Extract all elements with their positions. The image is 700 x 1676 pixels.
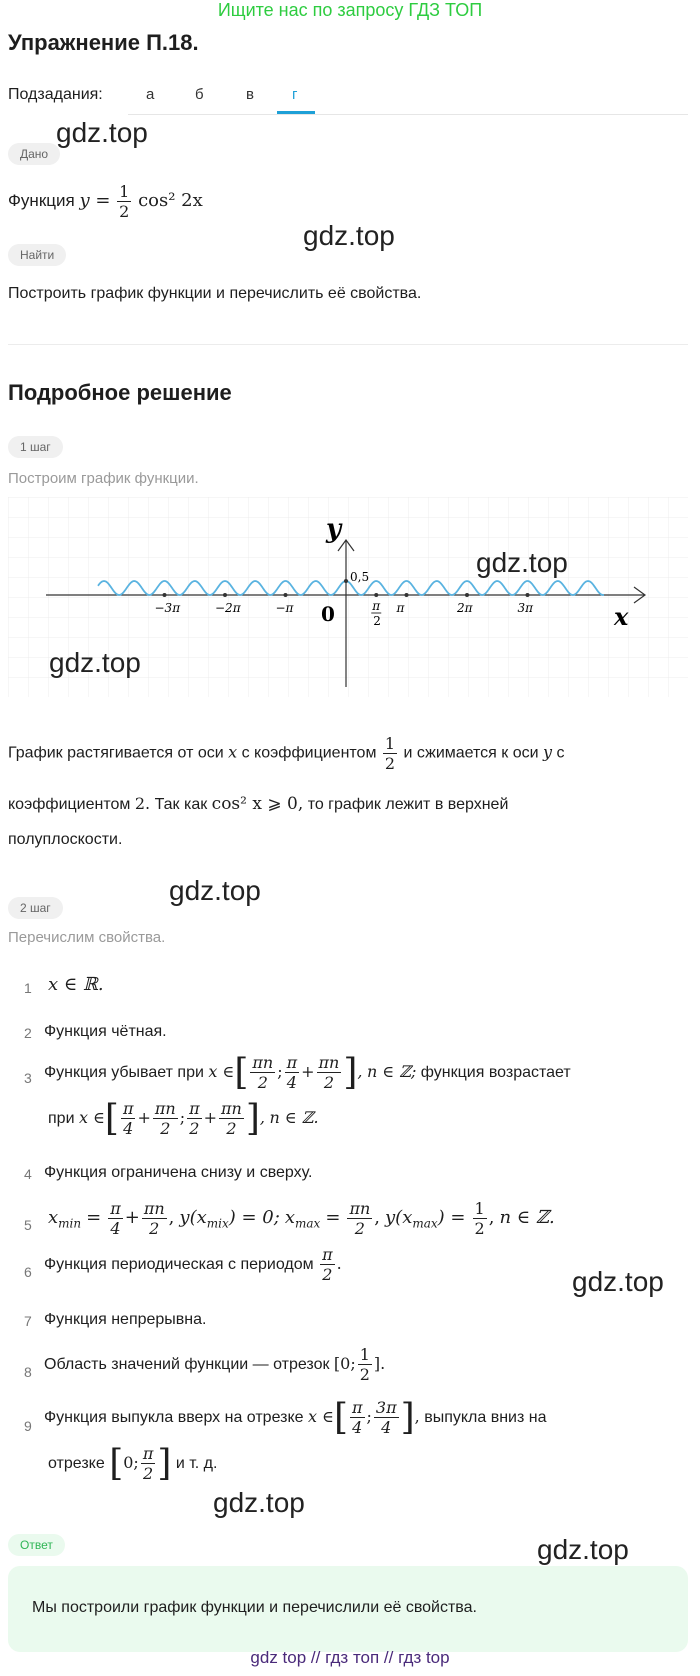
prop-number: 7 <box>24 1313 32 1329</box>
para-num: 1 <box>384 734 396 753</box>
x-tick-mark <box>223 593 227 597</box>
prop-5: $x_{min}$ = $\frac{\pi}{4}$ + $\frac{\pi n}{2}$ , $y(x_{mix}) = 0$; $x_{max}$ = $\frac{\pi n}{2}$ , $y(x_{max})$ = $\frac{1}{2}$ , n ∈ ℤ. <box>48 1198 555 1238</box>
prop-3-n-2: n ∈ ℤ. <box>269 1108 319 1127</box>
prop-number: 4 <box>24 1166 32 1182</box>
given-fraction <box>117 182 131 221</box>
watermark: gdz.top <box>572 1266 664 1297</box>
find-text: Построить график функции и перечислить её свойства. <box>8 285 422 302</box>
graph-description-line3: полуплоскости. <box>8 831 123 848</box>
x-tick-label: 3π <box>517 601 534 615</box>
step2-caption: Перечислим свойства. <box>8 929 166 946</box>
prop-4: Функция ограничена снизу и сверху. <box>44 1164 313 1181</box>
watermark: gdz.top <box>303 220 395 251</box>
origin-label: 0 <box>321 602 335 626</box>
x-tick-label: −2π <box>215 601 241 615</box>
graph-description-line1 <box>8 734 688 773</box>
prop-8: Область значений функции — отрезок [0; $\frac{1}{2}$ ]. <box>44 1345 386 1385</box>
y-tick-label: 0,5 <box>350 570 370 584</box>
graph-description-line2 <box>8 793 688 816</box>
step2-pill: 2 шаг <box>8 897 63 919</box>
x-tick-mark <box>163 593 167 597</box>
prop-3-text-2: функция возрастает <box>420 1064 571 1081</box>
x-tick-mark <box>526 593 530 597</box>
subtasks-label: Подзадания: <box>8 86 103 103</box>
given-lhs: y = <box>79 189 111 211</box>
solution-title: Подробное решение <box>8 380 232 405</box>
given-function <box>8 182 203 221</box>
prop-6: Функция периодическая с периодом $\frac{\pi}{2}$ . <box>44 1245 342 1285</box>
prop-number: 6 <box>24 1264 32 1280</box>
bracket: [ <box>234 1051 249 1093</box>
para-text-3: и сжимается к оси <box>403 744 539 762</box>
tabs-divider <box>128 114 688 115</box>
prop-3-set-2: x ∈ <box>78 1108 105 1127</box>
para-text-4: с <box>556 744 565 762</box>
prop-number: 5 <box>24 1217 32 1233</box>
para-text-2: с коэффициентом <box>241 744 377 762</box>
para-y: y <box>543 742 553 762</box>
page-title: Упражнение П.18. <box>8 30 199 55</box>
answer-pill: Ответ <box>8 1534 65 1556</box>
para-text-5: коэффициентом <box>8 796 131 813</box>
tab-a[interactable]: а <box>146 86 155 103</box>
x-tick-label: 2π <box>457 601 473 615</box>
prop-3-text-3: при <box>48 1110 75 1127</box>
watermark: gdz.top <box>213 1487 305 1518</box>
prop-number: 9 <box>24 1418 32 1434</box>
tab-b[interactable]: б <box>195 86 204 103</box>
bracket: ] <box>343 1051 358 1093</box>
watermark: gdz.top <box>49 647 141 678</box>
x-tick-label: −3π <box>154 601 181 615</box>
prop-1: x ∈ ℝ. <box>48 974 104 995</box>
given-num: 1 <box>119 182 130 201</box>
x-tick-frac-den: 2 <box>373 614 381 628</box>
footer-links[interactable]: gdz top // гдз топ // гдз top <box>250 1648 450 1667</box>
x-axis-label: x <box>614 602 629 631</box>
para-x: x <box>228 742 238 762</box>
x-tick-label: −π <box>275 601 294 615</box>
x-tick-mark <box>465 593 469 597</box>
prop-3-line1: Функция убывает при x ∈[ $\frac{\pi n}{2}$ ; $\frac{\pi}{4}$ + $\frac{\pi n}{2}$ ], n ∈ ℤ; функция возрастает <box>44 1051 571 1093</box>
para-den: 2 <box>384 754 396 773</box>
prop-3-line2: при x ∈[ $\frac{\pi}{4}$ + $\frac{\pi n}{2}$ ; $\frac{\pi}{2}$ + $\frac{\pi n}{2}$ ], n ∈ ℤ. <box>48 1097 319 1139</box>
step1-pill: 1 шаг <box>8 436 63 458</box>
prop-3-set: x ∈ <box>208 1062 235 1081</box>
active-tab-indicator <box>277 111 315 114</box>
x-tick-mark <box>284 593 288 597</box>
prop-3-text: Функция убывает при <box>44 1064 204 1081</box>
para-condition: cos² x ⩾ 0, <box>211 794 304 814</box>
answer-text: Мы построили график функции и перечислили её свойства. <box>32 1599 477 1616</box>
tab-v[interactable]: в <box>246 86 254 103</box>
prop-9-line1: Функция выпукла вверх на отрезке x ∈[ $\frac{\pi}{4}$ ; $\frac{3\pi}{4}$ ], выпукла вниз на <box>44 1396 547 1438</box>
y-axis-label: y <box>326 514 342 544</box>
prop-number: 1 <box>24 980 32 996</box>
given-prefix: Функция <box>8 190 75 210</box>
para-text-6: Так как <box>154 796 208 813</box>
tab-g[interactable]: г <box>292 86 298 103</box>
prop-9-line2: отрезке [0; $\frac{\pi}{2}$ ] и т. д. <box>48 1442 218 1484</box>
prop-2: Функция чётная. <box>44 1023 167 1040</box>
given-pill: Дано <box>8 143 60 165</box>
prop-3-n: n ∈ ℤ; <box>366 1062 417 1081</box>
x-tick-mark <box>405 593 409 597</box>
search-banner: Ищите нас по запросу ГДЗ ТОП <box>217 0 483 20</box>
prop-7: Функция непрерывна. <box>44 1311 207 1328</box>
watermark: gdz.top <box>476 547 568 578</box>
x-tick-mark <box>374 593 378 597</box>
x-tick-label: π <box>396 601 405 615</box>
prop-number: 3 <box>24 1070 32 1086</box>
find-pill: Найти <box>8 244 66 266</box>
para-text-1: График растягивается от оси <box>8 744 224 762</box>
para-text-7: то график лежит в верхней <box>307 796 509 813</box>
x-tick-frac-num: π <box>372 599 381 613</box>
step1-caption: Построим график функции. <box>8 470 199 487</box>
prop-number: 8 <box>24 1364 32 1380</box>
given-den: 2 <box>119 202 130 221</box>
y-tick-mark <box>344 579 348 583</box>
fraction: $\frac{\pi n}{2}$ <box>252 1053 274 1093</box>
watermark: gdz.top <box>56 117 148 148</box>
para-fraction <box>383 734 397 773</box>
watermark: gdz.top <box>169 875 261 906</box>
prop-number: 2 <box>24 1025 32 1041</box>
para-two: 2. <box>134 794 151 813</box>
watermark: gdz.top <box>537 1534 629 1565</box>
section-divider <box>8 344 688 345</box>
given-rest: cos² 2x <box>138 189 203 211</box>
